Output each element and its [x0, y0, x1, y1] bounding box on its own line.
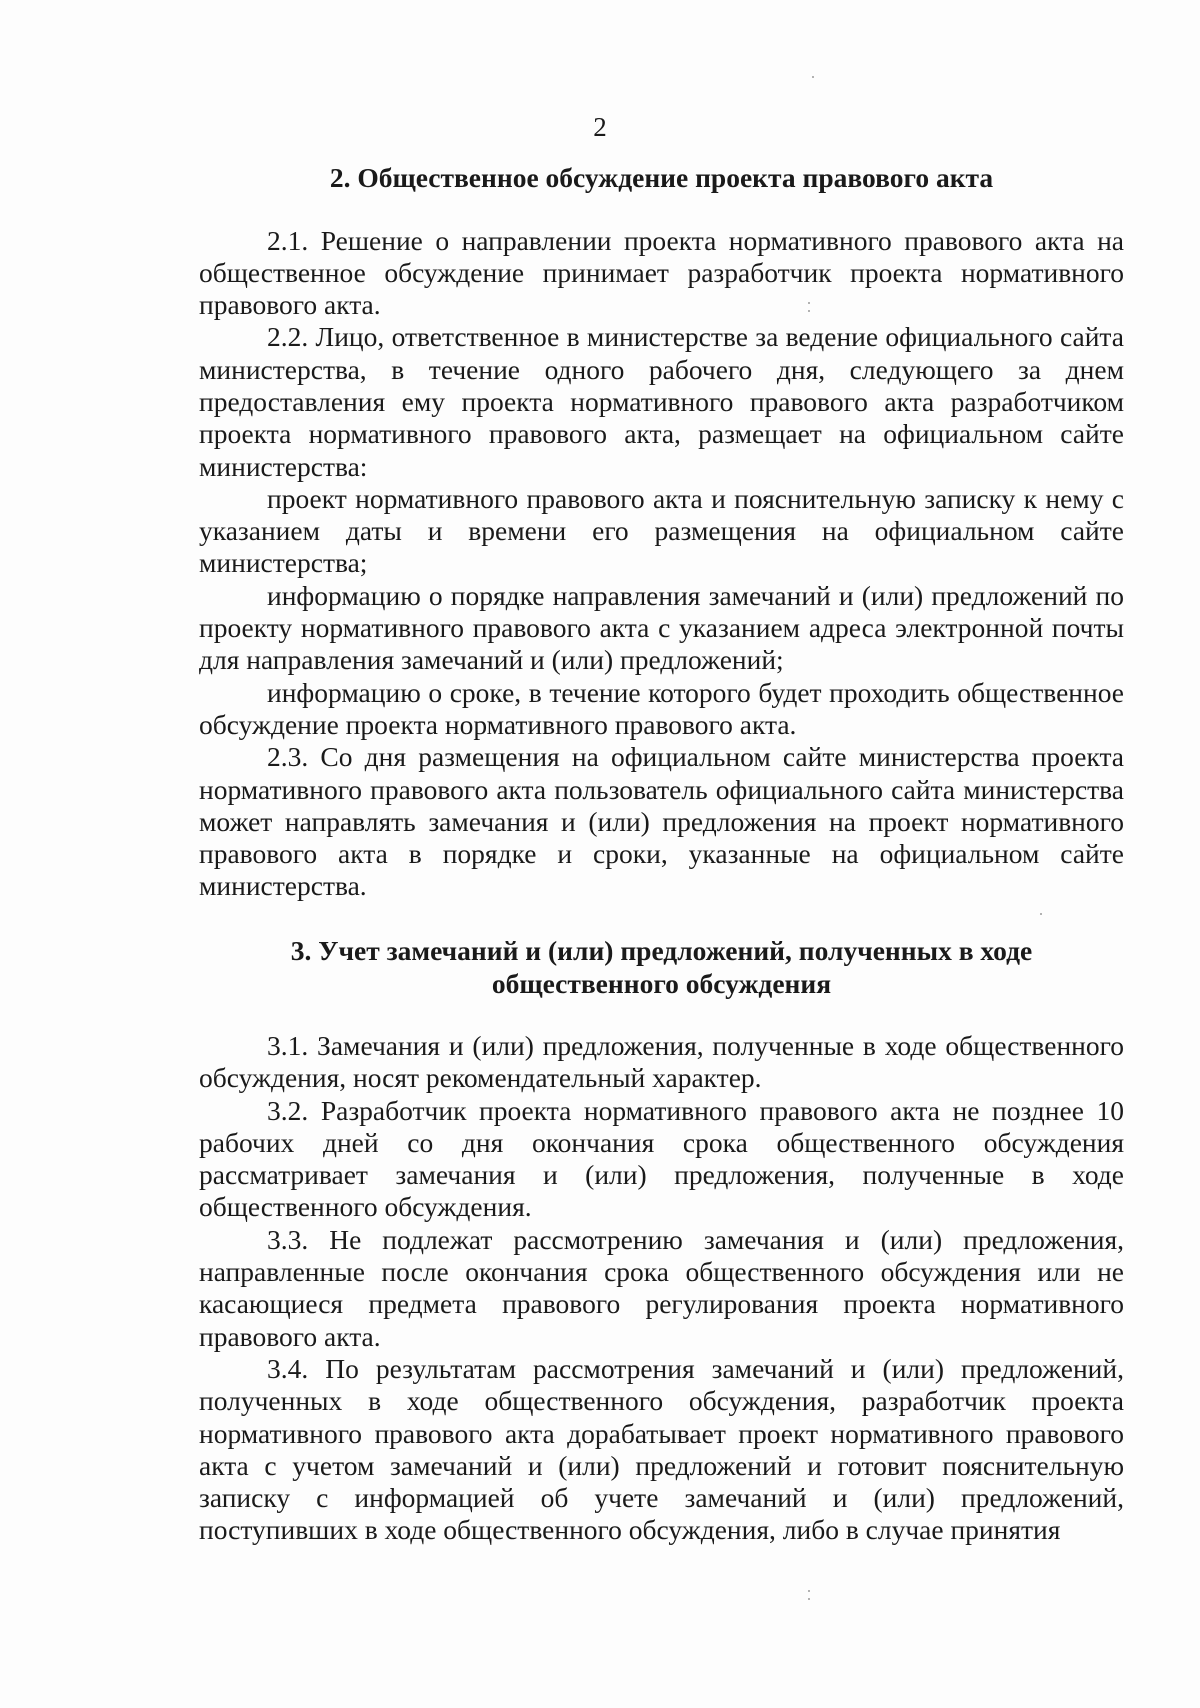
section-2-heading: 2. Общественное обсуждение проекта правового акта [329, 162, 994, 193]
scan-speck [812, 76, 814, 78]
paragraph-3-1: 3.1. Замечания и (или) предложения, полученные в ходе общественного обсуждения, носят рекомендательный характер. [199, 1030, 1124, 1094]
paragraph-3-2: 3.2. Разработчик проекта нормативного правового акта не позднее 10 рабочих дней со дня окончания срока общественного обсуждения рассматривает замечания и (или) предложения, полученные в ходе общественного обсуждения. [199, 1094, 1124, 1223]
section-3-heading-line-1: 3. Учет замечаний и (или) предложений, полученных в ходе [290, 935, 1033, 966]
section-3-heading-line-2: общественного обсуждения [491, 967, 832, 999]
paragraph-2-3: 2.3. Со дня размещения на официальном сайте министерства проекта нормативного правового акта пользователь официального сайта министерства может направлять замечания и (или) предложения на проект нормативного правового акта в порядке и сроки, указанные на официальном сайте министерства. [199, 741, 1124, 902]
paragraph-3-3: 3.3. Не подлежат рассмотрению замечания и (или) предложения, направленные после окончания срока общественного обсуждения или не касающиеся предмета правового регулирования проекта нормативного правового акта. [199, 1223, 1124, 1352]
section-2 [199, 162, 1124, 903]
paragraph-3-4: 3.4. По результатам рассмотрения замечаний и (или) предложений, полученных в ходе общественного обсуждения, разработчик проекта нормативного правового акта дорабатывает проект нормативного правового акта с учетом замечаний и (или) предложений и готовит пояснительную записку с информацией об учете замечаний и (или) предложений, поступивших в ходе общественного обсуждения, либо в случае принятия [199, 1352, 1124, 1546]
list-item-comment-procedure: информацию о порядке направления замечаний и (или) предложений по проекту нормативного правового акта с указанием адреса электронной почты для направления замечаний и (или) предложений; [199, 579, 1124, 676]
list-item-draft-and-note: проект нормативного правового акта и пояснительную записку к нему с указанием даты и времени его размещения на официальном сайте министерства; [199, 482, 1124, 579]
paragraph-2-2: 2.2. Лицо, ответственное в министерстве за ведение официального сайта министерства, в течение одного рабочего дня, следующего за днем предоставления ему проекта нормативного правового акта разработчиком проекта нормативного правового акта, размещает на официальном сайте министерства: [199, 321, 1124, 482]
list-item-discussion-term: информацию о сроке, в течение которого будет проходить общественное обсуждение проекта нормативного правового акта. [199, 676, 1124, 740]
section-3-heading [199, 935, 1124, 1000]
scan-speck [808, 1590, 810, 1592]
scan-speck [808, 1598, 810, 1600]
section-3 [199, 935, 1124, 1547]
scan-speck [808, 310, 810, 312]
scan-speck [808, 302, 810, 304]
page-number: 2 [593, 112, 607, 142]
paragraph-2-1: 2.1. Решение о направлении проекта нормативного правового акта на общественное обсуждение принимает разработчик проекта нормативного правового акта. [199, 224, 1124, 321]
scan-speck [1040, 913, 1042, 915]
